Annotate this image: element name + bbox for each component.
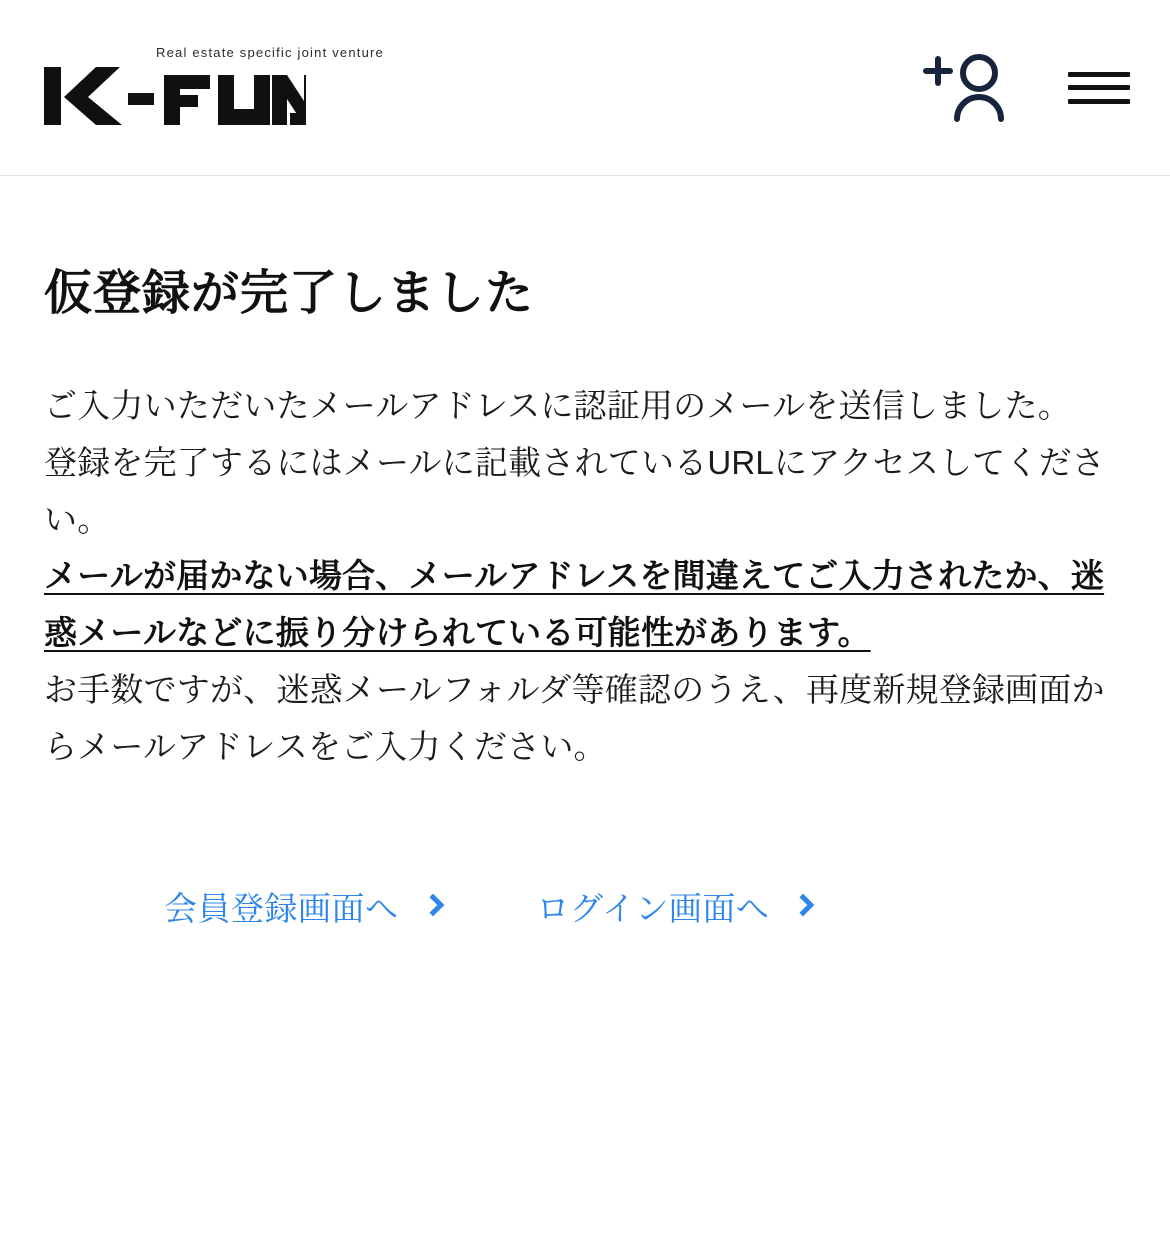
- hamburger-menu-icon[interactable]: [1068, 68, 1130, 108]
- link-login-page[interactable]: [537, 883, 812, 930]
- site-header: [0, 0, 1170, 176]
- header-actions: [916, 49, 1130, 127]
- link-signup-page[interactable]: [164, 883, 441, 930]
- link-login-label: ログイン画面へ: [536, 890, 770, 928]
- add-user-icon[interactable]: [916, 49, 1012, 127]
- page-title: 仮登録が完了しました: [44, 267, 535, 320]
- link-signup-label: 会員登録画面へ: [164, 890, 399, 928]
- hamburger-bar: [1068, 85, 1130, 90]
- message-emphasis: メールが届かない場合、メールアドレスを間違えてご入力されたか、迷惑メールなどに振り分けられている可能性があります。: [44, 557, 1105, 651]
- main-content: [0, 264, 1170, 930]
- message-closing: お手数ですが、迷惑メールフォルダ等確認のうえ、再度新規登録画面からメールアドレスをご入力ください。: [44, 670, 1105, 765]
- action-links: [164, 883, 1126, 930]
- message-body: [44, 378, 1126, 775]
- message-paragraph-1: ご入力いただいたメールアドレスに認証用のメールを送信しました。: [44, 387, 1071, 424]
- message-paragraph-2: 登録を完了するにはメールに記載されているURLにアクセスしてください。: [44, 443, 1105, 538]
- chevron-right-icon: [792, 893, 815, 916]
- chevron-right-icon: [421, 893, 444, 916]
- hamburger-bar: [1068, 72, 1130, 77]
- kfund-logo-icon: [44, 63, 384, 129]
- brand-logo-link[interactable]: [44, 46, 384, 129]
- hamburger-bar: [1068, 99, 1130, 104]
- brand-tagline: Real estate specific joint venture: [156, 45, 384, 60]
